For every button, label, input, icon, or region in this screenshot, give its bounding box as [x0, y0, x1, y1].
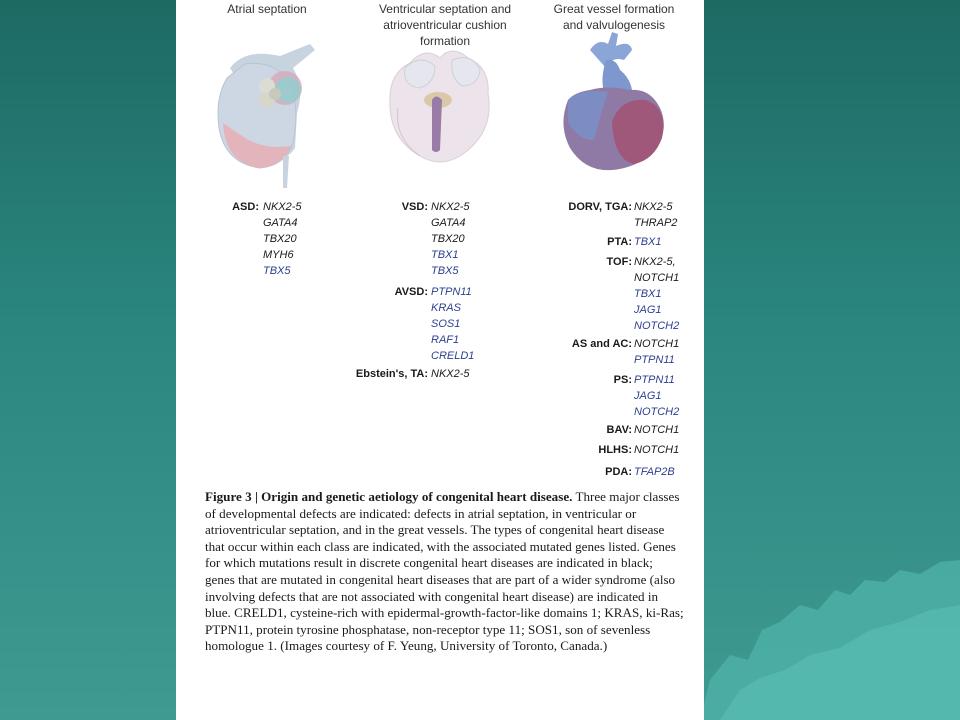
- gene-name: TBX1: [634, 288, 662, 300]
- gene-name: JAG1: [634, 390, 662, 402]
- gene-name: NKX2-5: [431, 201, 470, 213]
- defect-label-vsd: VSD:: [401, 201, 428, 213]
- gene-name: NOTCH2: [634, 406, 680, 418]
- gene-name: GATA4: [431, 217, 466, 229]
- gene-name: GATA4: [263, 217, 298, 229]
- gene-name: NKX2-5: [263, 201, 302, 213]
- gene-name: NOTCH2: [634, 320, 680, 332]
- gene-name: NOTCH1: [634, 424, 680, 436]
- mountain-decoration: [700, 560, 960, 720]
- gene-name: PTPN11: [634, 374, 675, 386]
- gene-name: KRAS: [431, 302, 461, 314]
- column-title-ventricular: Ventricular septation and atrioventricular cushion formation: [378, 2, 512, 48]
- gene-name: PTPN11: [431, 286, 472, 298]
- gene-name: NOTCH1: [634, 272, 680, 284]
- gene-name: THRAP2: [634, 217, 678, 229]
- gene-name: TBX20: [263, 233, 297, 245]
- heart-great-vessel-illustration: [550, 30, 680, 180]
- caption-heading: Figure 3 | Origin and genetic aetiology of congenital heart disease.: [205, 489, 573, 504]
- heart-ventricular-illustration: [380, 38, 500, 178]
- gene-name: TFAP2B: [634, 466, 675, 478]
- gene-name: SOS1: [431, 318, 461, 330]
- defect-label-pta: PTA:: [607, 236, 632, 248]
- gene-name: RAF1: [431, 334, 460, 346]
- gene-name: NKX2-5: [634, 201, 673, 213]
- gene-name: TBX1: [634, 236, 662, 248]
- column-title-great-vessel: Great vessel formation and valvulogenesis: [553, 2, 675, 32]
- defect-label-as-ac: AS and AC:: [571, 338, 632, 350]
- gene-name: NOTCH1: [634, 444, 680, 456]
- defect-label-bav: BAV:: [606, 424, 632, 436]
- defect-label-hlhs: HLHS:: [598, 444, 632, 456]
- gene-name: NKX2-5,: [634, 256, 676, 268]
- defect-label-avsd: AVSD:: [394, 286, 428, 298]
- defect-label-asd: ASD:: [232, 201, 259, 213]
- column-title-atrial: Atrial septation: [227, 2, 307, 16]
- defect-label-ps: PS:: [613, 374, 632, 386]
- gene-name: TBX5: [431, 265, 459, 277]
- defect-label-pda: PDA:: [605, 466, 632, 478]
- heart-atrial-illustration: [205, 38, 325, 188]
- gene-name: CRELD1: [431, 350, 475, 362]
- gene-name: TBX1: [431, 249, 459, 261]
- gene-name: MYH6: [263, 249, 294, 261]
- figure-caption: [205, 489, 685, 655]
- caption-body: Three major classes of developmental defects are indicated: defects in atrial septation, in ventricular or atrioventricular septation, and in the great vessels. The types of congenital heart disease that occur within each class are indicated, with the associated mutated genes listed. Genes for which mutations result in discrete congenital heart diseases are indicated in black; genes that are mutated in congenital heart diseases that are part of a wider syndrome (also involving defects that are not associated with congenital heart disease) are indicated in blue. CRELD1, cysteine-rich with epidermal-growth-factor-like domains 1; KRAS, ki-Ras; PTPN11, protein tyrosine phosphatase, non-receptor type 11; SOS1, son of sevenless homologue 1. (Images courtesy of F. Yeung, University of Toronto, Canada.): [205, 489, 684, 654]
- gene-name: TBX5: [263, 265, 291, 277]
- gene-name: PTPN11: [634, 354, 675, 366]
- gene-name: NKX2-5: [431, 368, 470, 380]
- defect-label-ebstein-ta: Ebstein's, TA:: [355, 368, 428, 380]
- defect-label-dorv-tga: DORV, TGA:: [568, 201, 632, 213]
- defect-label-tof: TOF:: [606, 256, 632, 268]
- gene-name: JAG1: [634, 304, 662, 316]
- gene-name: TBX20: [431, 233, 465, 245]
- gene-name: NOTCH1: [634, 338, 680, 350]
